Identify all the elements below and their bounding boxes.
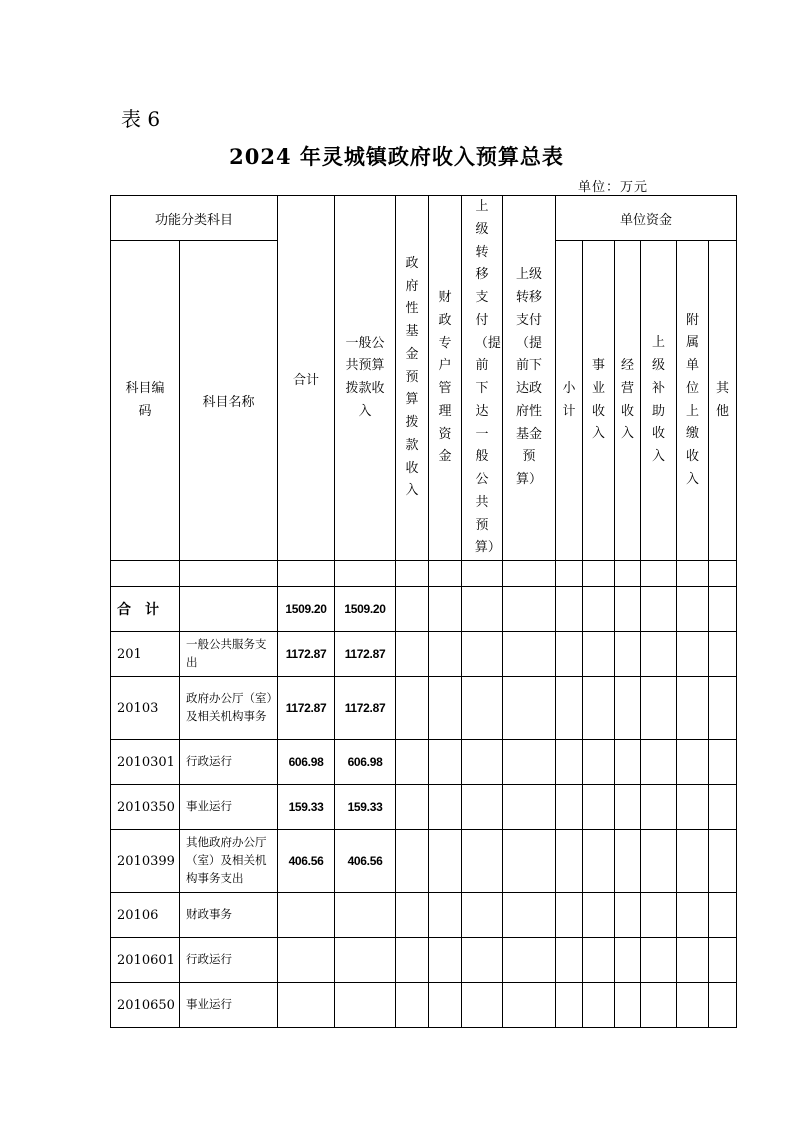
general-public-budget-header: 一般公共预算拨款收入 <box>335 196 396 561</box>
total-cell <box>278 983 335 1028</box>
unit-label: 单位：万元 <box>578 180 649 195</box>
header-row-1 <box>111 196 737 241</box>
subject-code-cell: 2010601 <box>111 938 180 983</box>
subject-code-cell: 2010350 <box>111 785 180 830</box>
subject-name-cell: 行政运行 <box>180 938 278 983</box>
operating-income-header: 经营收入 <box>615 241 641 561</box>
general-cell <box>335 893 396 938</box>
subject-name-cell: 事业运行 <box>180 785 278 830</box>
special-fiscal-header: 财政专户管理资金 <box>429 196 462 561</box>
functional-group-header: 功能分类科目 <box>111 196 278 241</box>
total-row <box>111 587 737 632</box>
page-title: 2024 年灵城镇政府收入预算总表 <box>229 144 564 169</box>
affiliated-income-header: 附属单位上缴收入 <box>677 241 709 561</box>
subject-code-header: 科目编码 <box>111 241 180 561</box>
table-row <box>111 677 737 740</box>
business-income-header: 事业收入 <box>583 241 615 561</box>
table-row <box>111 893 737 938</box>
table-row <box>111 785 737 830</box>
superior-subsidy-header: 上级补助收入 <box>641 241 677 561</box>
table-row <box>111 983 737 1028</box>
budget-table <box>110 195 737 1028</box>
total-cell: 606.98 <box>278 740 335 785</box>
table-label: 表 6 <box>121 107 161 131</box>
subtotal-header: 小计 <box>556 241 583 561</box>
total-row-total: 1509.20 <box>278 587 335 632</box>
transfer-general-header: 上级转移支付（提前下达一般公共预算） <box>462 196 503 561</box>
total-cell: 159.33 <box>278 785 335 830</box>
table-row <box>111 632 737 677</box>
subject-code-cell: 2010301 <box>111 740 180 785</box>
subject-code-cell: 201 <box>111 632 180 677</box>
general-cell: 159.33 <box>335 785 396 830</box>
general-cell <box>335 983 396 1028</box>
general-cell: 1172.87 <box>335 677 396 740</box>
unit-funds-header: 单位资金 <box>556 196 737 241</box>
subject-name-cell: 一般公共服务支出 <box>180 632 278 677</box>
subject-code-cell: 20103 <box>111 677 180 740</box>
transfer-fund-header: 上级转移支付（提前下达政府性基金预算） <box>503 196 556 561</box>
other-header: 其他 <box>709 241 737 561</box>
subject-code-cell: 2010650 <box>111 983 180 1028</box>
total-header: 合计 <box>278 196 335 561</box>
table-row <box>111 938 737 983</box>
total-cell: 1172.87 <box>278 677 335 740</box>
table-row <box>111 740 737 785</box>
subject-code-cell: 2010399 <box>111 830 180 893</box>
spacer-row <box>111 561 737 587</box>
total-cell: 1172.87 <box>278 632 335 677</box>
total-cell <box>278 893 335 938</box>
general-cell: 406.56 <box>335 830 396 893</box>
total-cell <box>278 938 335 983</box>
general-cell: 1172.87 <box>335 632 396 677</box>
subject-name-cell: 行政运行 <box>180 740 278 785</box>
subject-name-cell: 事业运行 <box>180 983 278 1028</box>
general-cell: 606.98 <box>335 740 396 785</box>
subject-name-cell: 财政事务 <box>180 893 278 938</box>
table-row <box>111 830 737 893</box>
total-row-label: 合计 <box>111 587 180 632</box>
gov-fund-budget-header: 政府性基金预算拨款收入 <box>396 196 429 561</box>
total-cell: 406.56 <box>278 830 335 893</box>
subject-name-cell: 政府办公厅（室）及相关机构事务 <box>180 677 278 740</box>
subject-name-cell: 其他政府办公厅（室）及相关机构事务支出 <box>180 830 278 893</box>
subject-code-cell: 20106 <box>111 893 180 938</box>
general-cell <box>335 938 396 983</box>
total-row-general: 1509.20 <box>335 587 396 632</box>
subject-name-header: 科目名称 <box>180 241 278 561</box>
